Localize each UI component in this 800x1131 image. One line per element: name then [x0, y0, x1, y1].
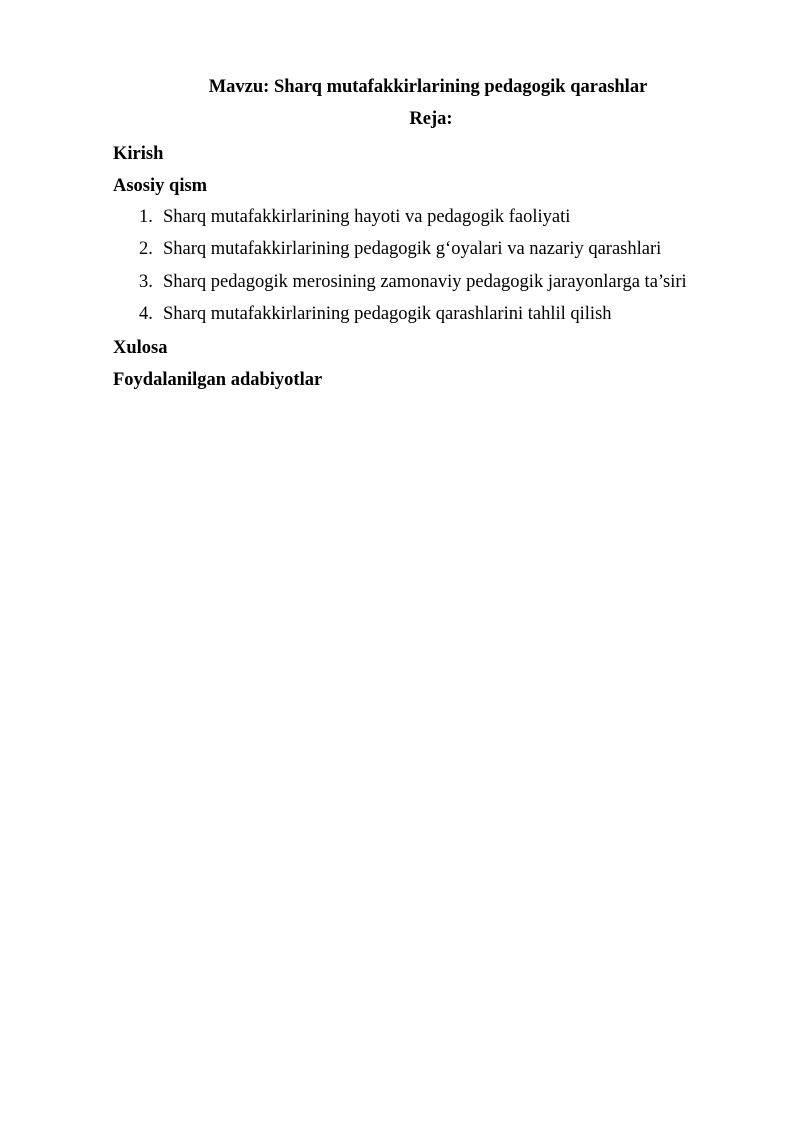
list-item-text: Sharq mutafakkirlarining pedagogik g‘oyalari va nazariy qarashlari [163, 239, 662, 259]
plan-heading: Reja: [409, 109, 453, 129]
list-item-number: 1. [139, 207, 153, 227]
list-item-text: Sharq mutafakkirlarining hayoti va pedagogik faoliyati [163, 207, 571, 227]
list-item-number: 2. [139, 239, 153, 259]
list-item-number: 4. [139, 304, 153, 324]
section-references: Foydalanilgan adabiyotlar [113, 370, 323, 390]
section-main-part: Asosiy qism [113, 176, 208, 196]
section-conclusion: Xulosa [113, 338, 168, 358]
list-item-number: 3. [139, 272, 153, 292]
list-item-text: Sharq pedagogik merosining zamonaviy pedagogik jarayonlarga ta’siri [163, 272, 687, 292]
section-intro: Kirish [113, 144, 164, 164]
document-title: Mavzu: Sharq mutafakkirlarining pedagogik qarashlar [208, 77, 648, 97]
list-item-text: Sharq mutafakkirlarining pedagogik qarashlarini tahlil qilish [163, 304, 612, 324]
